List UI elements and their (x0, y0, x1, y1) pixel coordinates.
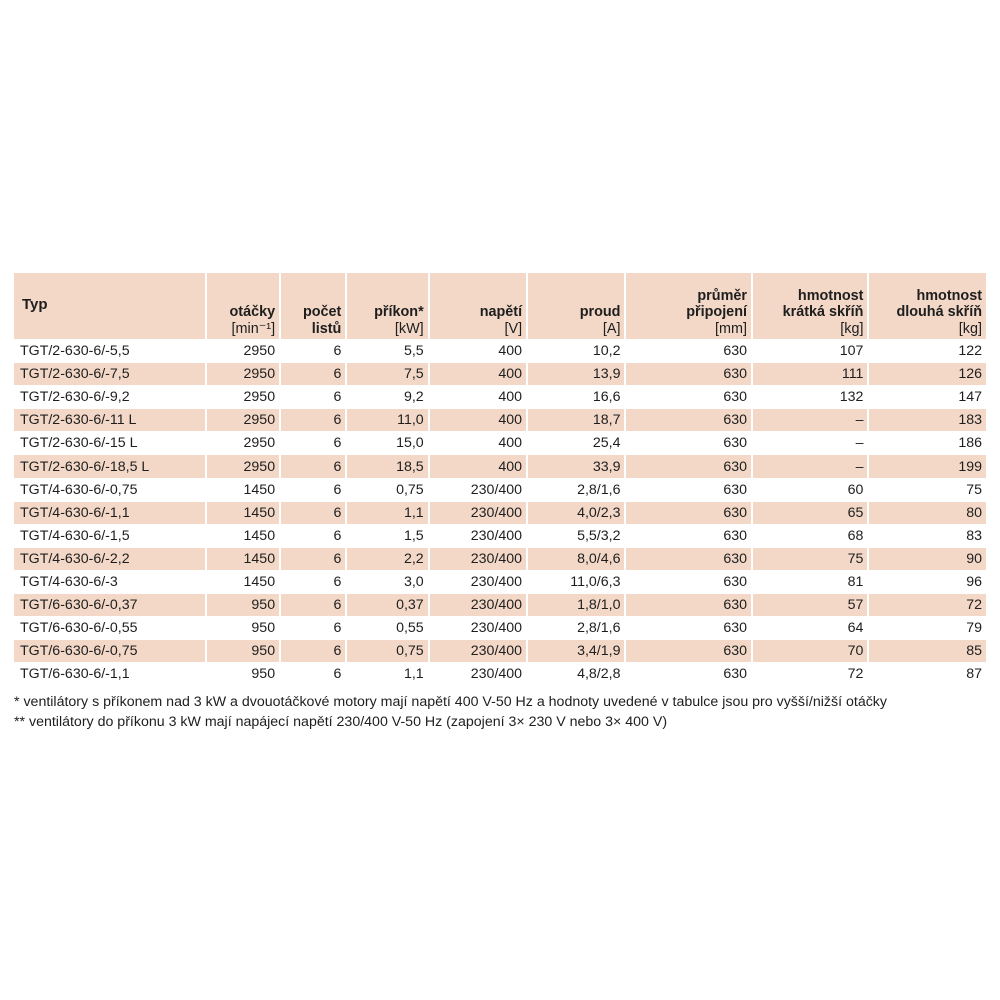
cell-power: 0,37 (347, 594, 427, 616)
cell-rpm: 950 (251, 620, 276, 637)
fan-spec-table (12, 272, 988, 686)
cell-voltage: 230/400 (430, 594, 526, 616)
table-row (14, 617, 986, 639)
cell-diameter: 630 (626, 363, 751, 385)
cell-current: 3,4/1,9 (528, 640, 624, 662)
cell-weight-long: 122 (958, 343, 982, 360)
cell-voltage: 400 (430, 363, 526, 385)
header-voltage (430, 273, 526, 339)
header-blades (281, 273, 345, 339)
cell-weight-short: 70 (753, 640, 867, 662)
cell-weight-long: 75 (966, 481, 982, 498)
table-row (14, 640, 986, 662)
cell-voltage: 230/400 (470, 573, 523, 590)
cell-typ: TGT/4-630-6/-3 (20, 573, 118, 590)
header-power (347, 273, 427, 339)
table-row (14, 548, 986, 570)
header-label: listů (311, 320, 342, 337)
cell-voltage: 230/400 (470, 481, 523, 498)
cell-power: 18,5 (347, 455, 427, 477)
cell-voltage: 400 (430, 409, 526, 431)
header-current (528, 273, 624, 339)
cell-weight-short: 57 (753, 594, 867, 616)
header-label: průměr (697, 287, 747, 304)
cell-power: 0,75 (396, 481, 424, 498)
cell-typ: TGT/6-630-6/-1,1 (20, 666, 130, 683)
cell-voltage: 400 (498, 343, 523, 360)
cell-rpm: 2950 (207, 409, 279, 431)
cell-current: 13,9 (528, 363, 624, 385)
cell-rpm: 950 (251, 666, 276, 683)
cell-rpm: 950 (207, 640, 279, 662)
cell-blades: 6 (281, 594, 345, 616)
cell-weight-short: 60 (847, 481, 864, 498)
cell-weight-short: 132 (839, 389, 864, 406)
cell-diameter: 630 (723, 481, 747, 498)
table-row (14, 663, 986, 685)
table-row (14, 594, 986, 616)
cell-voltage: 230/400 (430, 640, 526, 662)
header-label: napětí (479, 304, 523, 320)
cell-power: 0,55 (396, 620, 424, 637)
cell-typ: TGT/6-630-6/-0,55 (20, 620, 138, 637)
cell-diameter: 630 (723, 343, 747, 360)
cell-weight-short: – (753, 455, 867, 477)
cell-power: 3,0 (403, 573, 424, 590)
spec-sheet (14, 272, 986, 732)
cell-power: 1,5 (403, 527, 424, 544)
header-unit: [min⁻¹] (231, 320, 276, 337)
cell-current: 1,8/1,0 (528, 594, 624, 616)
cell-typ: TGT/2-630-6/-7,5 (14, 363, 205, 385)
cell-rpm: 1450 (207, 548, 279, 570)
cell-blades: 6 (333, 435, 342, 452)
cell-blades: 6 (333, 481, 342, 498)
header-label: krátká skříň (782, 304, 864, 320)
cell-current: 16,6 (592, 389, 621, 406)
cell-power: 1,1 (347, 502, 427, 524)
header-label: dlouhá skříň (896, 304, 982, 320)
header-typ (14, 273, 205, 339)
table-row (14, 479, 986, 501)
cell-rpm: 1450 (243, 527, 276, 544)
cell-typ: TGT/6-630-6/-0,37 (14, 594, 205, 616)
cell-weight-short: 72 (847, 666, 864, 683)
cell-blades: 6 (281, 455, 345, 477)
cell-power: 15,0 (396, 435, 424, 452)
cell-blades: 6 (281, 363, 345, 385)
cell-typ: TGT/4-630-6/-2,2 (14, 548, 205, 570)
cell-power: 9,2 (403, 389, 424, 406)
table-row (14, 363, 986, 385)
cell-diameter: 630 (723, 389, 747, 406)
cell-weight-long: 83 (966, 527, 982, 544)
cell-weight-long: 183 (869, 409, 986, 431)
table-header (14, 273, 986, 339)
cell-blades: 6 (281, 640, 345, 662)
cell-current: 11,0/6,3 (570, 573, 621, 590)
header-row (14, 273, 986, 339)
cell-typ: TGT/4-630-6/-1,5 (20, 527, 130, 544)
header-unit: [A] (602, 320, 621, 337)
cell-rpm: 1450 (243, 573, 276, 590)
cell-diameter: 630 (723, 573, 747, 590)
cell-voltage: 230/400 (470, 527, 523, 544)
cell-weight-long: 85 (869, 640, 986, 662)
table-row (14, 525, 986, 547)
cell-typ: TGT/2-630-6/-9,2 (20, 389, 130, 406)
header-unit: [V] (504, 320, 523, 337)
cell-current: 2,8/1,6 (577, 620, 621, 637)
cell-diameter: 630 (723, 527, 747, 544)
cell-typ: TGT/2-630-6/-5,5 (20, 343, 130, 360)
table-row (14, 409, 986, 431)
cell-weight-short: – (753, 409, 867, 431)
table-row (14, 571, 986, 593)
cell-weight-long: 87 (966, 666, 982, 683)
cell-rpm: 1450 (243, 481, 276, 498)
cell-blades: 6 (333, 573, 342, 590)
cell-blades: 6 (333, 666, 342, 683)
footnotes (14, 692, 986, 732)
cell-rpm: 2950 (207, 363, 279, 385)
cell-blades: 6 (281, 409, 345, 431)
cell-blades: 6 (281, 502, 345, 524)
cell-blades: 6 (333, 527, 342, 544)
header-label: počet (302, 304, 342, 320)
cell-weight-long: 126 (869, 363, 986, 385)
cell-weight-long: 186 (958, 435, 982, 452)
cell-weight-long: 72 (869, 594, 986, 616)
cell-current: 10,2 (592, 343, 621, 360)
header-label: připojení (686, 304, 747, 320)
header-label: příkon* (374, 304, 424, 320)
cell-weight-short: 68 (847, 527, 864, 544)
cell-current: 8,0/4,6 (528, 548, 624, 570)
table-row (14, 340, 986, 362)
cell-current: 4,0/2,3 (528, 502, 624, 524)
cell-power: 0,75 (347, 640, 427, 662)
cell-weight-short: 75 (753, 548, 867, 570)
cell-rpm: 2950 (243, 343, 276, 360)
footnote-voltage: ** ventilátory do příkonu 3 kW mají napájecí napětí 230/400 V-50 Hz (zapojení 3× 230 V nebo 3× 400 V) (14, 714, 668, 731)
cell-weight-long: 96 (966, 573, 982, 590)
header-label: otáčky (229, 304, 276, 320)
cell-current: 4,8/2,8 (577, 666, 621, 683)
cell-diameter: 630 (626, 640, 751, 662)
cell-blades: 6 (333, 620, 342, 637)
table-row (14, 502, 986, 524)
cell-rpm: 1450 (207, 502, 279, 524)
cell-typ: TGT/2-630-6/-18,5 L (14, 455, 205, 477)
cell-rpm: 2950 (207, 455, 279, 477)
cell-weight-short: – (855, 435, 864, 452)
cell-diameter: 630 (723, 435, 747, 452)
cell-power: 1,1 (403, 666, 424, 683)
cell-weight-short: 81 (847, 573, 864, 590)
cell-voltage: 230/400 (430, 502, 526, 524)
cell-blades: 6 (333, 389, 342, 406)
cell-rpm: 950 (207, 594, 279, 616)
cell-weight-long: 147 (958, 389, 982, 406)
header-rpm (207, 273, 279, 339)
header-label: proud (579, 304, 621, 320)
cell-diameter: 630 (626, 455, 751, 477)
footnote-power: * ventilátory s příkonem nad 3 kW a dvouotáčkové motory mají napětí 400 V-50 Hz a hodnoty uvedené v tabulce jsou pro vyšší/nižší otáčky (14, 694, 887, 711)
cell-typ: TGT/4-630-6/-1,1 (14, 502, 205, 524)
cell-diameter: 630 (723, 666, 747, 683)
table-row (14, 455, 986, 477)
cell-power: 7,5 (347, 363, 427, 385)
cell-blades: 6 (333, 343, 342, 360)
cell-weight-long: 199 (869, 455, 986, 477)
cell-diameter: 630 (626, 548, 751, 570)
cell-power: 5,5 (403, 343, 424, 360)
cell-current: 25,4 (592, 435, 621, 452)
cell-voltage: 400 (498, 435, 523, 452)
cell-weight-short: 64 (847, 620, 864, 637)
cell-voltage: 400 (430, 455, 526, 477)
cell-weight-long: 90 (869, 548, 986, 570)
cell-weight-long: 80 (869, 502, 986, 524)
cell-rpm: 2950 (243, 389, 276, 406)
cell-typ: TGT/2-630-6/-11 L (14, 409, 205, 431)
cell-current: 5,5/3,2 (577, 527, 621, 544)
header-label: hmotnost (916, 287, 982, 304)
cell-current: 18,7 (528, 409, 624, 431)
cell-diameter: 630 (626, 502, 751, 524)
cell-voltage: 230/400 (430, 548, 526, 570)
cell-blades: 6 (281, 548, 345, 570)
cell-current: 2,8/1,6 (577, 481, 621, 498)
cell-typ: TGT/2-630-6/-15 L (20, 435, 138, 452)
cell-weight-short: 107 (839, 343, 864, 360)
cell-weight-long: 79 (966, 620, 982, 637)
cell-power: 2,2 (347, 548, 427, 570)
cell-voltage: 400 (498, 389, 523, 406)
cell-diameter: 630 (626, 409, 751, 431)
table-row (14, 432, 986, 454)
cell-diameter: 630 (626, 594, 751, 616)
cell-voltage: 230/400 (470, 666, 523, 683)
cell-voltage: 230/400 (470, 620, 523, 637)
header-unit: [kg] (958, 320, 982, 337)
header-diameter (626, 273, 751, 339)
header-unit: [kW] (394, 320, 424, 337)
cell-current: 33,9 (528, 455, 624, 477)
header-weight-long (869, 273, 986, 339)
header-label: Typ (22, 295, 48, 313)
header-unit: [mm] (715, 320, 747, 337)
table-body (14, 340, 986, 685)
cell-weight-short: 65 (753, 502, 867, 524)
header-label: hmotnost (797, 287, 864, 304)
cell-typ: TGT/6-630-6/-0,75 (14, 640, 205, 662)
header-weight-short (753, 273, 867, 339)
table-row (14, 386, 986, 408)
cell-rpm: 2950 (243, 435, 276, 452)
cell-diameter: 630 (723, 620, 747, 637)
cell-typ: TGT/4-630-6/-0,75 (20, 481, 138, 498)
cell-weight-short: 111 (753, 363, 867, 385)
header-unit: [kg] (840, 320, 864, 337)
cell-power: 11,0 (347, 409, 427, 431)
